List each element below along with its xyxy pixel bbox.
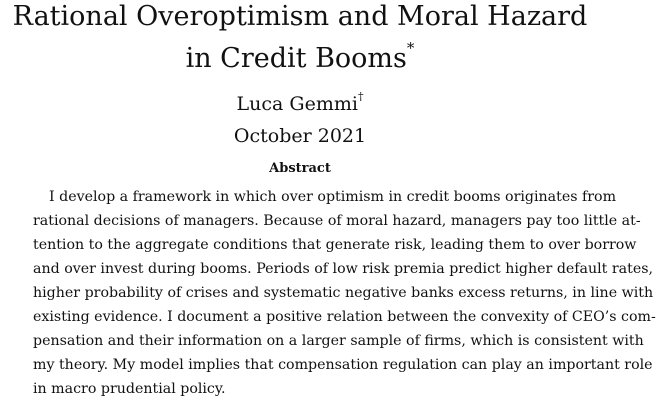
publication-date-text: October 2021 <box>233 125 367 147</box>
paper-title-line-1 <box>0 0 600 34</box>
abstract-line: rational decisions of managers. Because of moral hazard, managers pay too little at- <box>33 213 641 229</box>
abstract-line: pensation and their information on a larger sample of firms, which is consistent with <box>33 333 644 349</box>
title-text-1: Rational Overoptimism and Moral Hazard <box>12 1 588 32</box>
abstract-heading: Abstract <box>269 161 331 176</box>
abstract-line: and over invest during booms. Periods of low risk premia predict higher default rates, <box>33 261 654 277</box>
abstract-line: existing evidence. I document a positive relation between the convexity of CEO’s com- <box>33 309 656 325</box>
paper-title-line-2 <box>0 39 600 76</box>
author-name-text: Luca Gemmi <box>236 93 358 115</box>
abstract-body <box>33 185 656 401</box>
abstract-line: tention to the aggregate conditions that generate risk, leading them to over borrow <box>33 237 637 253</box>
abstract-line: in macro prudential policy. <box>33 381 226 397</box>
author-footnote-mark[interactable]: † <box>357 89 364 103</box>
title-footnote-mark[interactable]: * <box>406 39 415 57</box>
author-name <box>0 89 600 116</box>
abstract-line: I develop a framework in which over optimism in credit booms originates from <box>49 189 617 205</box>
publication-date <box>0 124 600 148</box>
title-text-2: in Credit Booms <box>185 43 407 74</box>
abstract-line: higher probability of crises and systematic negative banks excess returns, in line with <box>33 285 654 301</box>
abstract-line: my theory. My model implies that compensation regulation can play an important role <box>33 357 653 373</box>
